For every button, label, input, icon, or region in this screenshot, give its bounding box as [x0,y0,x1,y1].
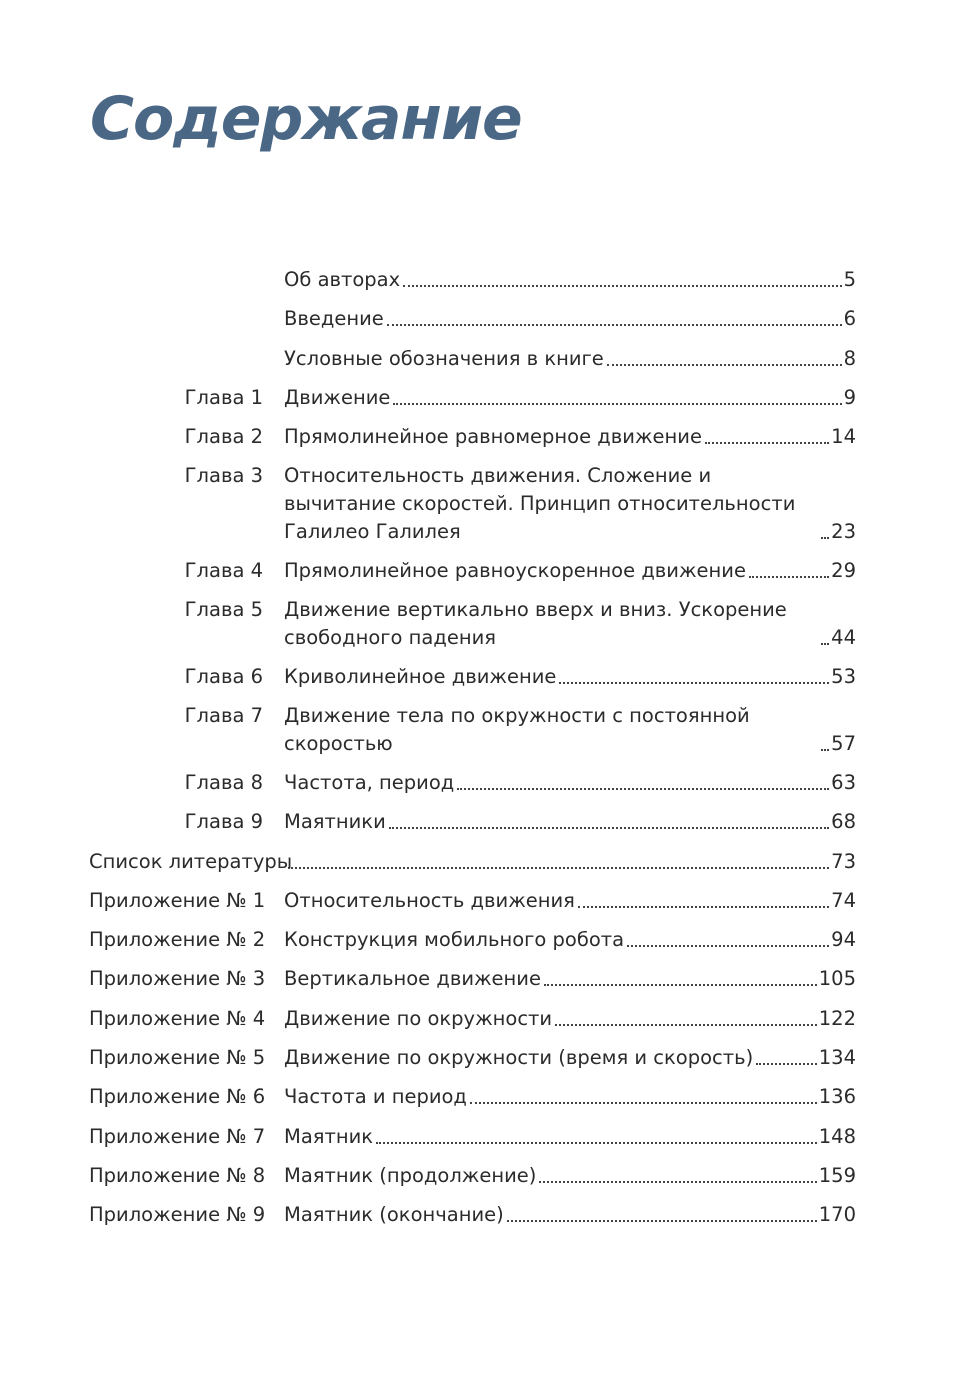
toc-entry-label: Список литературы [89,850,293,873]
dot-leader [457,788,829,790]
toc-entry-label: Глава 7 [184,704,263,727]
dot-leader [821,537,829,539]
toc-entry-title: Криволинейное движение [284,665,557,688]
dot-leader [821,643,829,645]
dot-leader [470,1102,817,1104]
toc-entry-title: Относительность движения [284,889,575,912]
dot-leader [559,682,829,684]
toc-entry[interactable] [89,305,856,333]
toc-entry-title: Прямолинейное равномерное движение [284,425,702,448]
dot-leader [705,442,829,444]
toc-entry[interactable] [89,423,856,451]
dot-leader [387,324,842,326]
toc-entry-label: Приложение № 2 [89,928,266,951]
toc-entry[interactable] [89,596,856,652]
toc-entry[interactable] [89,702,856,758]
toc-entry-label: Приложение № 6 [89,1085,266,1108]
dot-leader [749,576,829,578]
toc-entry-page-number: 105 [818,967,856,990]
toc-entry[interactable] [89,1044,856,1072]
toc-entry-title: Введение [284,307,384,330]
toc-entry-page-number: 9 [843,386,856,409]
toc-entry-label: Приложение № 7 [89,1125,266,1148]
toc-entry-page-number: 5 [843,268,856,291]
toc-entry-page-number: 73 [831,850,856,873]
toc-entry-title: Маятник (окончание) [284,1203,504,1226]
toc-entry[interactable] [89,1123,856,1151]
dot-leader [389,827,829,829]
toc-entry-label: Приложение № 4 [89,1007,266,1030]
toc-entry-page-number: 94 [831,928,856,951]
toc-entry[interactable] [89,663,856,691]
toc-entry-label: Глава 4 [184,559,263,582]
toc-entry-title: Движение вертикально вверх и вниз. Ускорение свободного падения [284,598,787,649]
toc-entry-title: Маятник [284,1125,374,1148]
dot-leader [288,867,829,869]
toc-entry[interactable] [89,887,856,915]
dot-leader [607,364,842,366]
toc-entry-title: Движение [284,386,391,409]
toc-entry-page-number: 14 [831,425,856,448]
toc-entry[interactable] [89,808,856,836]
dot-leader [627,945,829,947]
dot-leader [555,1024,817,1026]
toc-entry-title: Маятники [284,810,386,833]
toc-entry-label: Глава 6 [184,665,263,688]
toc-entry[interactable] [89,1201,856,1229]
toc-entry[interactable] [89,1162,856,1190]
toc-entry[interactable] [89,1083,856,1111]
toc-entry[interactable] [89,926,856,954]
toc-entry-page-number: 68 [831,810,856,833]
dot-leader [821,749,829,751]
toc-entry-page-number: 44 [831,626,856,649]
toc-entry-page-number: 8 [843,347,856,370]
dot-leader [376,1142,817,1144]
toc-entry-label: Приложение № 5 [89,1046,266,1069]
dot-leader [578,906,829,908]
toc-entry-page-number: 134 [818,1046,856,1069]
toc-entry-title: Маятник (продолжение) [284,1164,537,1187]
toc-entry-title: Частота и период [284,1085,467,1108]
toc-entry-label: Глава 8 [184,771,263,794]
toc-entry-page-number: 6 [843,307,856,330]
toc-entry-title: Конструкция мобильного робота [284,928,625,951]
toc-entry[interactable] [89,965,856,993]
toc-entry[interactable] [89,1005,856,1033]
toc-entry[interactable] [89,557,856,585]
toc-entry-label: Приложение № 8 [89,1164,266,1187]
toc-entry-page-number: 57 [831,732,856,755]
toc-entry-page-number: 122 [818,1007,856,1030]
toc-entry-label: Приложение № 3 [89,967,266,990]
toc-entry-page-number: 63 [831,771,856,794]
toc-entry-page-number: 170 [818,1203,856,1226]
toc-entry[interactable] [89,384,856,412]
toc-entry-label: Приложение № 9 [89,1203,266,1226]
toc-entry-title: Относительность движения. Сложение и вычитание скоростей. Принцип относительности Галилео Галилея [284,464,796,543]
toc-entry-page-number: 23 [831,520,856,543]
toc-entry-label: Глава 5 [184,598,263,621]
toc-entry[interactable] [89,266,856,294]
toc-entry-title: Условные обозначения в книге [284,347,604,370]
toc-entry-label: Глава 2 [184,425,263,448]
toc-entry[interactable] [89,345,856,373]
toc-entry-label: Приложение № 1 [89,889,266,912]
toc-entry-page-number: 136 [818,1085,856,1108]
toc-entry-title: Вертикальное движение [284,967,541,990]
toc-entry[interactable] [89,769,856,797]
toc-entry-title: Об авторах [284,268,401,291]
dot-leader [544,984,817,986]
dot-leader [393,403,841,405]
page-title: Содержание [90,84,522,154]
dot-leader [539,1181,816,1183]
toc-entry-page-number: 74 [831,889,856,912]
toc-entry[interactable] [89,462,856,546]
toc-entry-page-number: 148 [818,1125,856,1148]
dot-leader [507,1220,817,1222]
dot-leader [756,1063,817,1065]
toc-entry-title: Движение тела по окружности с постоянной скоростью [284,704,750,755]
toc-entry-page-number: 53 [831,665,856,688]
toc-entry-title: Прямолинейное равноускоренное движение [284,559,746,582]
toc-entry-title: Движение по окружности (время и скорость) [284,1046,754,1069]
toc-entry-page-number: 29 [831,559,856,582]
toc-entry-label: Глава 9 [184,810,263,833]
toc-entry-label: Глава 1 [184,386,263,409]
toc-entry-title: Движение по окружности [284,1007,553,1030]
toc-entry-page-number: 159 [818,1164,856,1187]
dot-leader [403,285,841,287]
toc-entry-title: Частота, период [284,771,455,794]
toc-entry[interactable] [89,848,856,876]
toc-entry-label: Глава 3 [184,464,263,487]
